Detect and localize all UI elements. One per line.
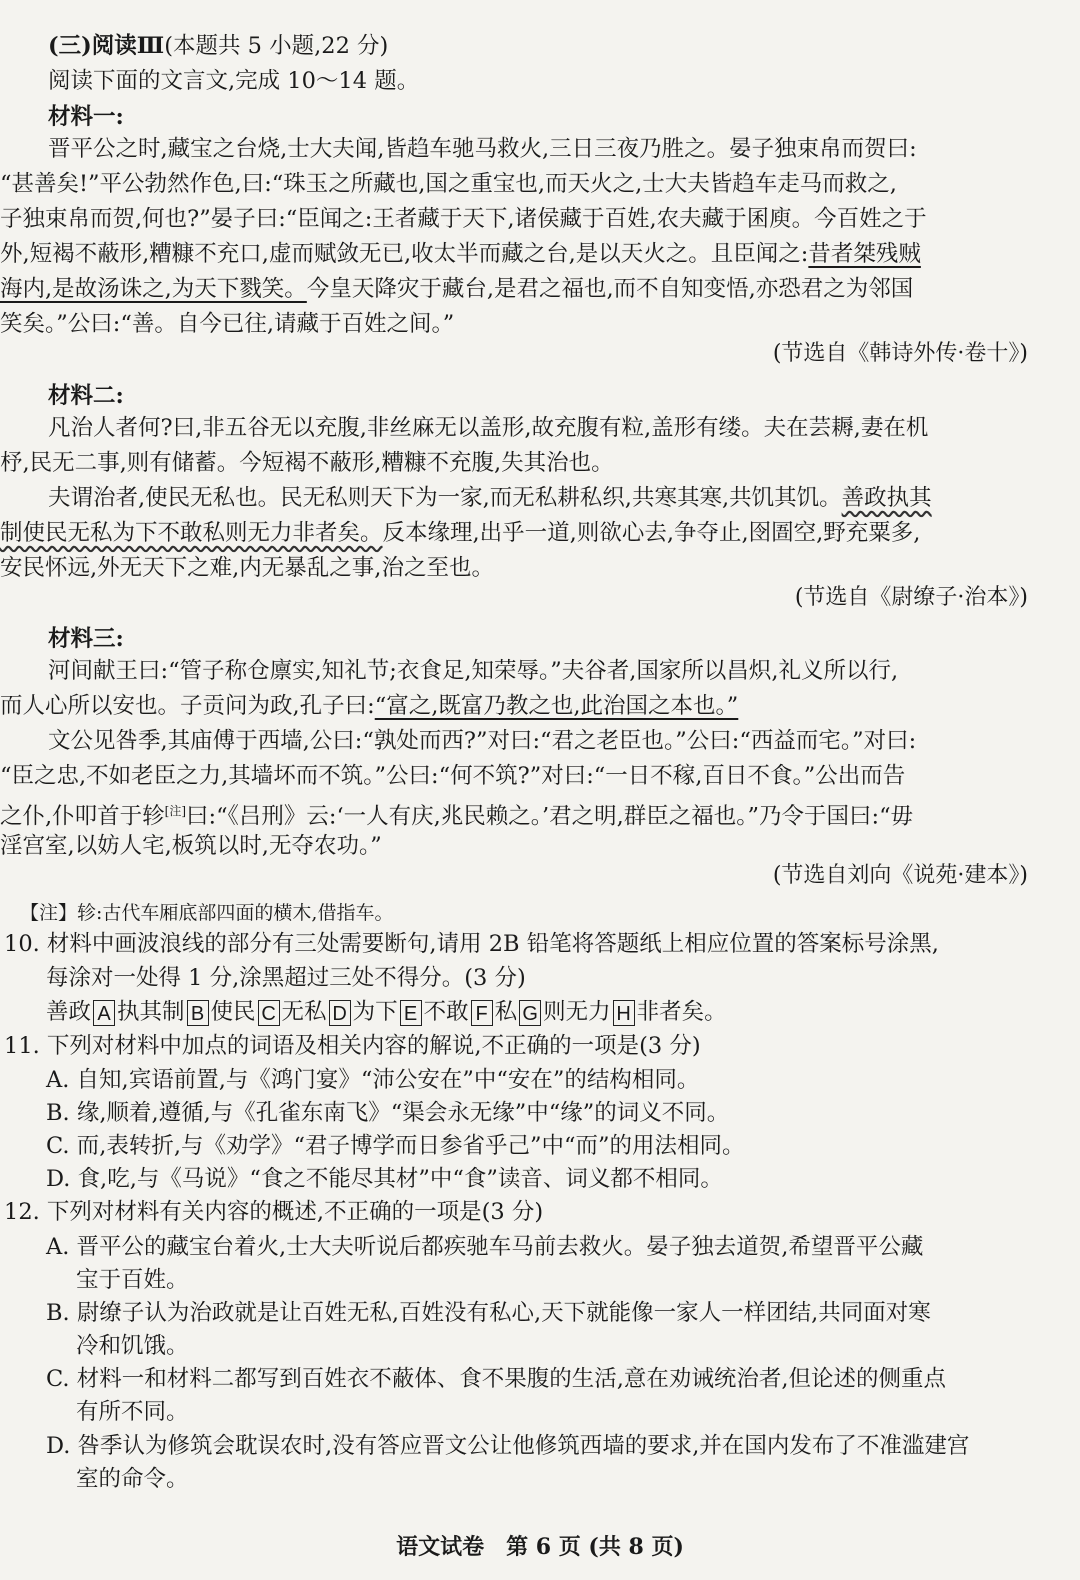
q10-segment: 执其制 — [117, 999, 185, 1025]
q11-stem: 11. 下列对材料中加点的词语及相关内容的解说,不正确的一项是(3 分) — [4, 1033, 701, 1059]
q10-option-f[interactable]: F — [471, 1000, 493, 1026]
q10-segment: 则无力 — [543, 999, 611, 1025]
m1-line — [0, 238, 921, 270]
material-1-label: 材料一: — [48, 104, 124, 130]
m3-line: 淫宫室,以妨人宅,板筑以时,无夺农功。” — [0, 833, 382, 859]
m3-text: 曰:“《吕刑》云:‘一人有庆,兆民赖之。’君之明,群臣之福也。”乃令于国曰:“毋 — [186, 803, 914, 830]
q10-segment: 无私 — [281, 999, 327, 1025]
m1-line: 子独束帛而贺,何也?”晏子曰:“臣闻之:王者藏于天下,诸侯藏于百姓,农夫藏于囷庾。今百姓之于 — [0, 206, 927, 232]
q10-option-b[interactable]: B — [187, 1000, 209, 1026]
section-score: (本题共 5 小题,22 分) — [164, 33, 389, 59]
q10-option-g[interactable]: G — [519, 1000, 541, 1026]
q12-option-b-cont: 冷和饥饿。 — [76, 1333, 189, 1359]
m2-text: 夫谓治者,使民无私也。民无私则天下为一家,而无私耕私织,共寒其寒,共饥其饥。 — [48, 485, 842, 511]
m2-line: 凡治人者何?曰,非五谷无以充腹,非丝麻无以盖形,故充腹有粒,盖形有缕。夫在芸耨,妻在机 — [48, 415, 929, 441]
q11-option-c[interactable]: C. 而,表转折,与《劝学》“君子博学而日参省乎己”中“而”的用法相同。 — [46, 1133, 745, 1159]
m3-source: (节选自刘向《说苑·建本》) — [772, 863, 1028, 888]
q10-stem: 10. 材料中画波浪线的部分有三处需要断句,请用 2B 铅笔将答题纸上相应位置的答案标号涂黑, — [4, 931, 939, 957]
m2-line — [0, 517, 920, 549]
m3-line — [0, 690, 738, 722]
m2-wavy-sentence: 善政执其 — [841, 485, 932, 511]
q10-segment: 非者矣。 — [636, 999, 727, 1025]
q10-option-d[interactable]: D — [329, 1000, 351, 1026]
footnote: 【注】轸:古代车厢底部四面的横木,借指车。 — [20, 902, 394, 924]
q10-option-a[interactable]: A — [93, 1000, 115, 1026]
m1-line: “甚善矣!”平公勃然作色,曰:“珠玉之所藏也,国之重宝也,而天火之,士大夫皆趋车走马而救之, — [0, 171, 897, 197]
m2-text: 反本缘理,出乎一道,则欲心去,争夺止,囹圄空,野充粟多, — [382, 520, 921, 546]
m3-line: 文公见咎季,其庙傅于西墙,公曰:“孰处而西?”对曰:“君之老臣也。”公曰:“西益而宅。”对曰: — [48, 728, 917, 754]
m1-line: 晋平公之时,藏宝之台烧,士大夫闻,皆趋车驰马救火,三日三夜乃胜之。晏子独束帛而贺曰: — [48, 136, 917, 162]
m2-line — [0, 482, 932, 514]
q10-segment: 私 — [494, 999, 518, 1025]
section-title: (三)阅读Ⅲ — [48, 33, 165, 59]
m3-line: “臣之忠,不如老臣之力,其墙坏而不筑。”公曰:“何不筑?”对曰:“一日不稼,百日不食。”公出而告 — [0, 763, 906, 789]
m1-line: 笑矣。”公曰:“善。自今已往,请藏于百姓之间。” — [0, 311, 455, 337]
q10-segment: 使民 — [210, 999, 256, 1025]
m1-text: 外,短褐不蔽形,糟糠不充口,虚而赋敛无已,收太半而藏之台,是以天火之。且臣闻之: — [0, 241, 809, 267]
m2-line: 安民怀远,外无天下之难,内无暴乱之事,治之至也。 — [0, 555, 494, 581]
material-3-label: 材料三: — [48, 626, 124, 652]
q12-option-c-cont: 有所不同。 — [76, 1399, 189, 1425]
instruction: 阅读下面的文言文,完成 10～14 题。 — [48, 68, 420, 94]
m3-line: 河间献王曰:“管子称仓廪实,知礼节;衣食足,知荣辱。”夫谷者,国家所以昌炽,礼义所以行, — [48, 658, 899, 684]
m1-underlined-sentence: 海内,是故汤诛之,为天下戮笑。 — [0, 276, 307, 302]
q10-stem-cont: 每涂对一处得 1 分,涂黑超过三处不得分。(3 分) — [46, 965, 526, 991]
q12-option-d-cont: 室的命令。 — [76, 1466, 189, 1492]
q10-option-h[interactable]: H — [613, 1000, 635, 1026]
m3-text: 而人心所以安也。子贡问为政,孔子曰: — [0, 693, 375, 719]
m2-wavy-sentence: 制使民无私为下不敢私则无力非者矣。 — [0, 520, 383, 546]
m2-source: (节选自《尉缭子·治本》) — [794, 585, 1028, 610]
q10-segment: 善政 — [46, 999, 92, 1025]
q10-option-c[interactable]: C — [258, 1000, 280, 1026]
section-header — [0, 30, 388, 62]
m3-line — [0, 795, 914, 830]
page-footer: 语文试卷 第 6 页 (共 8 页) — [396, 1534, 684, 1560]
m3-underlined-sentence: “富之,既富乃教之也,此治国之本也。” — [374, 693, 739, 719]
q11-option-a[interactable]: A. 自知,宾语前置,与《鸿门宴》“沛公安在”中“安在”的结构相同。 — [46, 1067, 700, 1093]
m1-text: 今皇天降灾于藏台,是君之福也,而不自知变悟,亦恐君之为邻国 — [306, 276, 914, 302]
q10-segment: 不敢 — [423, 999, 469, 1025]
m1-source: (节选自《韩诗外传·卷十》) — [772, 341, 1028, 366]
m3-text: 之仆,仆叩首于轸 — [0, 803, 165, 830]
material-2-label: 材料二: — [48, 383, 124, 409]
q12-option-a-cont: 宝于百姓。 — [76, 1267, 189, 1293]
q12-option-b[interactable]: B. 尉缭子认为治政就是让百姓无私,百姓没有私心,天下就能像一家人一样团结,共同面对寒 — [46, 1300, 931, 1326]
q10-sentence — [46, 996, 727, 1028]
q10-option-e[interactable]: E — [400, 1000, 422, 1026]
m1-underlined-sentence: 昔者桀残贼 — [808, 241, 921, 267]
q10-segment: 为下 — [352, 999, 398, 1025]
q12-option-a[interactable]: A. 晋平公的藏宝台着火,士大夫听说后都疾驰车马前去救火。晏子独去道贺,希望晋平公藏 — [46, 1234, 924, 1260]
m1-line — [0, 273, 913, 305]
q12-stem: 12. 下列对材料有关内容的概述,不正确的一项是(3 分) — [4, 1199, 544, 1225]
m2-line: 杼,民无二事,则有储蓄。今短褐不蔽形,糟糠不充腹,失其治也。 — [0, 450, 614, 476]
q11-option-b[interactable]: B. 缘,顺着,遵循,与《孔雀东南飞》“渠会永无缘”中“缘”的词义不同。 — [46, 1100, 730, 1126]
footnote-marker: [注] — [164, 804, 187, 818]
q12-option-d[interactable]: D. 咎季认为修筑会耽误农时,没有答应晋文公让他修筑西墙的要求,并在国内发布了不准滥建宫 — [46, 1433, 970, 1459]
q12-option-c[interactable]: C. 材料一和材料二都写到百姓衣不蔽体、食不果腹的生活,意在劝诫统治者,但论述的侧重点 — [46, 1366, 947, 1392]
q11-option-d[interactable]: D. 食,吃,与《马说》“食之不能尽其材”中“食”读音、词义都不相同。 — [46, 1166, 723, 1192]
